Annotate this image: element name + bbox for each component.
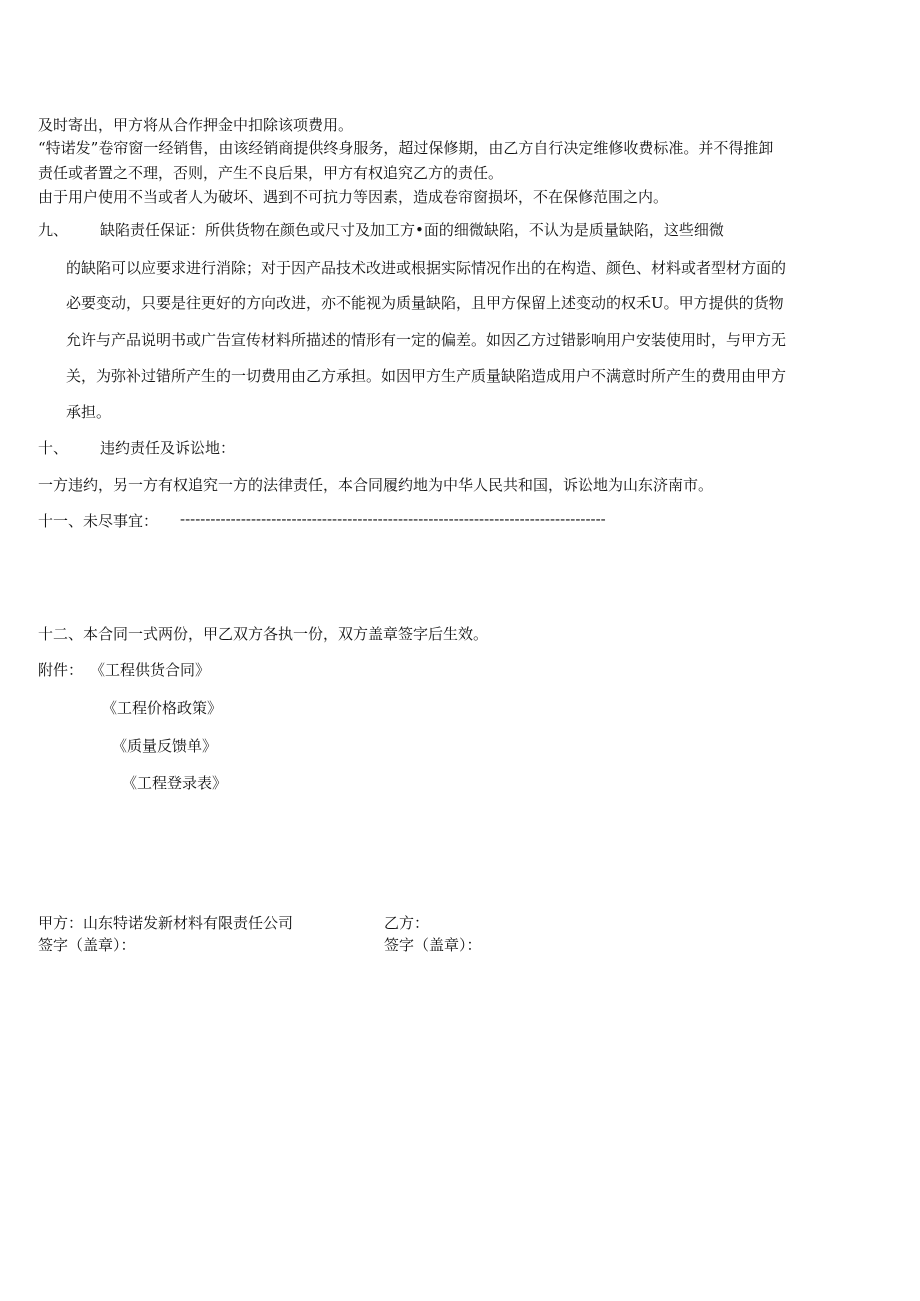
clause-10-number: 十、 (38, 439, 69, 457)
clause-10-title: 违约责任及诉讼地： (100, 439, 236, 457)
party-b-signature: 签字（盖章）： (384, 936, 482, 954)
warranty-line-3: 责任或者置之不理，否则，产生不良后果，甲方有权追究乙方的责任。 (38, 164, 504, 182)
attachment-item: 《工程登录表》 (122, 774, 228, 792)
party-a-signature: 签字（盖章）： (38, 936, 136, 954)
attachments-label: 附件： (38, 661, 84, 679)
clause-9-line-1: 缺陷责任保证：所供货物在颜色或尺寸及加工方•面的细微缺陷，不认为是质量缺陷，这些细微 (100, 221, 724, 239)
clause-11-label: 十一、未尽事宜： (38, 512, 159, 530)
clause-9-line-3: 必要变动，只要是往更好的方向改进，亦不能视为质量缺陷，且甲方保留上述变动的权禾U。甲方提供的货物 (66, 294, 784, 312)
clause-9-number: 九、 (38, 221, 69, 239)
party-b-name: 乙方： (384, 914, 430, 932)
clause-11-dashes: ------------------------------------------------------------------------------------ (180, 510, 606, 528)
clause-12-text: 十二、本合同一式两份，甲乙双方各执一份，双方盖章签字后生效。 (38, 625, 489, 643)
party-a-name: 甲方：山东特诺发新材料有限责任公司 (38, 914, 294, 932)
attachment-item: 《工程价格政策》 (102, 699, 223, 717)
warranty-line-4: 由于用户使用不当或者人为破坏、遇到不可抗力等因素，造成卷帘窗损坏，不在保修范围之内。 (38, 188, 669, 206)
warranty-line-1: 及时寄出，甲方将从合作押金中扣除该项费用。 (38, 116, 354, 134)
attachment-item: 《工程供货合同》 (90, 661, 211, 679)
attachment-item: 《质量反馈单》 (112, 737, 218, 755)
warranty-line-2: “特诺发”卷帘窗一经销售，由该经销商提供终身服务，超过保修期，由乙方自行决定维修收费标准。并不得推卸 (38, 139, 774, 157)
clause-9-line-5: 关，为弥补过错所产生的一切费用由乙方承担。如因甲方生产质量缺陷造成用户不满意时所产生的费用由甲方 (66, 367, 787, 385)
clause-9-line-2: 的缺陷可以应要求进行消除；对于因产品技术改进或根据实际情况作出的在构造、颜色、材料或者型材方面的 (66, 259, 787, 277)
clause-9-line-4: 允许与产品说明书或广告宣传材料所描述的情形有一定的偏差。如因乙方过错影响用户安装使用时，与甲方无 (66, 331, 787, 349)
clause-10-body: 一方违约，另一方有权追究一方的法律责任，本合同履约地为中华人民共和国，诉讼地为山东济南市。 (38, 476, 714, 494)
clause-9-line-6: 承担。 (66, 403, 112, 421)
